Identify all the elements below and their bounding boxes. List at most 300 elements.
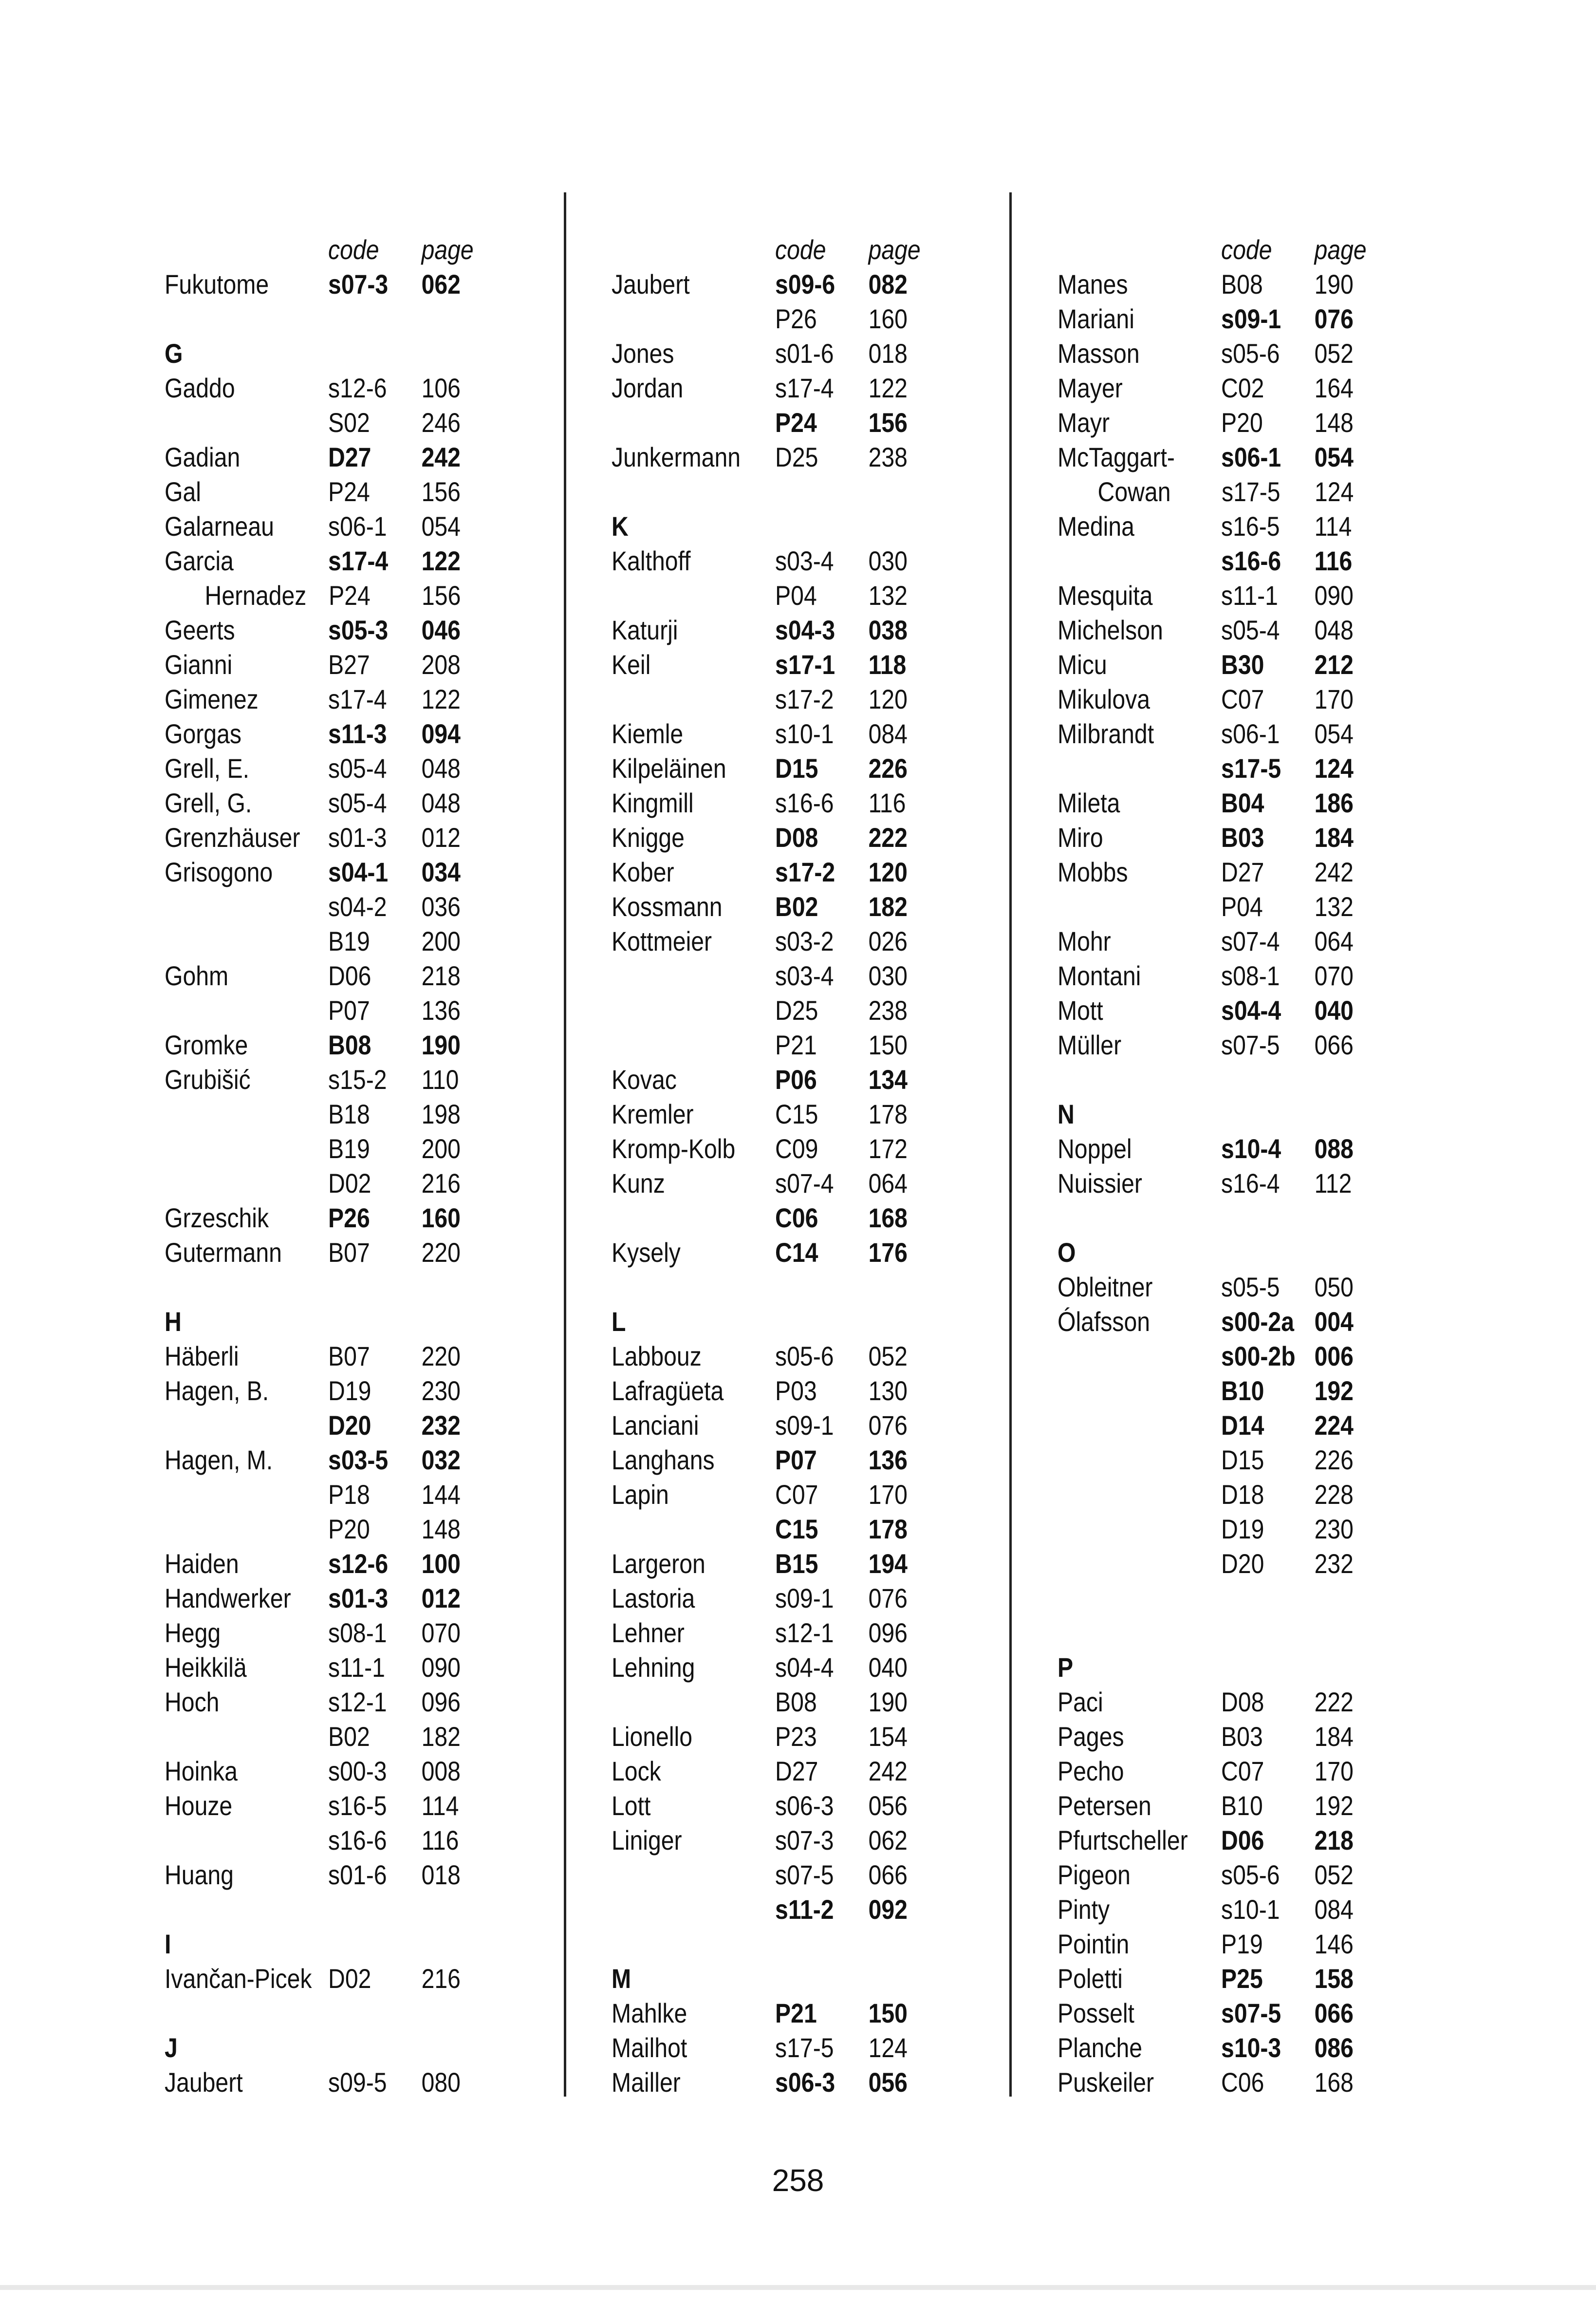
index-entry: [612, 1131, 930, 1166]
entry-code: P21: [775, 1030, 817, 1060]
index-entry: [612, 1892, 930, 1927]
entry-code: P26: [328, 1202, 370, 1233]
entry-page: 148: [1314, 407, 1354, 438]
author-name: Pages: [1058, 1721, 1124, 1752]
entry-page: 116: [421, 1825, 459, 1856]
entry-code: s03-5: [328, 1444, 389, 1475]
index-entry: [612, 924, 930, 958]
entry-code: s06-3: [775, 1790, 834, 1821]
entry-code: s09-6: [775, 269, 835, 300]
letter-heading: [1058, 1235, 1376, 1270]
author-name: Planche: [1058, 2032, 1143, 2063]
entry-code: C07: [775, 1479, 818, 1510]
entry-page: 048: [421, 753, 461, 784]
index-entry: [612, 578, 930, 613]
index-entry: [165, 301, 483, 336]
index-entry: [1058, 2030, 1376, 2065]
entry-code: s17-2: [775, 684, 834, 714]
index-entry: [165, 1028, 483, 1062]
index-entry: [1058, 544, 1376, 578]
index-entry: [1058, 1685, 1376, 1719]
entry-page: 200: [421, 1133, 461, 1164]
entry-code: P20: [1221, 407, 1263, 438]
author-name: Jordan: [612, 373, 684, 403]
author-name: Grell, G.: [165, 787, 252, 818]
index-entry: [612, 1443, 930, 1477]
entry-page: 246: [421, 407, 461, 438]
author-name: Mailler: [612, 2067, 681, 2098]
entry-code: P24: [328, 476, 370, 507]
author-name: Kossmann: [612, 891, 723, 922]
letter-heading: [612, 1304, 930, 1339]
entry-page: 222: [1314, 1687, 1354, 1717]
index-entry: [612, 1927, 930, 1961]
entry-page: 064: [1314, 926, 1354, 956]
entry-code: B07: [328, 1237, 370, 1268]
entry-code: B02: [775, 891, 818, 922]
entry-code: P26: [775, 303, 817, 334]
entry-code: s04-3: [775, 615, 835, 645]
entry-code: D06: [1221, 1825, 1264, 1856]
entry-page: 150: [868, 1030, 908, 1060]
page-number: 258: [772, 2163, 824, 2198]
entry-page: 006: [1314, 1341, 1354, 1371]
index-entry: [1058, 1131, 1376, 1166]
author-name: Mikulova: [1058, 684, 1151, 714]
entry-page: 230: [421, 1375, 461, 1406]
entry-page: 160: [868, 303, 908, 334]
entry-page: 192: [1314, 1790, 1354, 1821]
author-name: Häberli: [165, 1341, 239, 1371]
entry-page: 198: [421, 1099, 461, 1129]
index-entry: [1058, 889, 1376, 924]
index-entry: [165, 1823, 483, 1857]
index-entry: [165, 1339, 483, 1373]
index-entry: [1058, 2065, 1376, 2100]
entry-code: s04-2: [328, 891, 387, 922]
column-header: [612, 191, 930, 267]
entry-page: 066: [868, 1859, 908, 1890]
entry-page: 148: [421, 1514, 461, 1544]
entry-code: s07-3: [328, 269, 389, 300]
index-entry: [165, 267, 483, 301]
entry-code: s06-3: [775, 2067, 835, 2098]
entry-code: C15: [775, 1099, 818, 1129]
entry-page: 182: [868, 891, 908, 922]
author-name: Langhans: [612, 1444, 715, 1475]
entry-code: S02: [328, 407, 370, 438]
index-entry: [165, 1373, 483, 1408]
index-entry: [1058, 1581, 1376, 1615]
index-entry: [1058, 647, 1376, 682]
entry-page: 172: [868, 1133, 908, 1164]
index-entry: [612, 336, 930, 371]
index-entry: [1058, 855, 1376, 889]
entry-page: 124: [868, 2032, 908, 2063]
index-entry: [165, 1615, 483, 1650]
index-entry: [1058, 1754, 1376, 1788]
author-name: Fukutome: [165, 269, 269, 300]
author-name: Jaubert: [165, 2067, 243, 2098]
entry-code: s16-6: [775, 787, 834, 818]
author-name: Grisogono: [165, 857, 273, 887]
index-entry: [165, 958, 483, 993]
author-name: Kottmeier: [612, 926, 712, 956]
index-entry: [165, 1754, 483, 1788]
entry-page: 090: [421, 1652, 461, 1683]
letter-heading: [165, 1304, 483, 1339]
entry-code: D25: [775, 995, 818, 1026]
index-entry: [612, 301, 930, 336]
entry-page: 146: [1314, 1929, 1354, 1959]
index-entry: [1058, 751, 1376, 786]
section-letter: I: [165, 1929, 171, 1959]
entry-page: 200: [421, 926, 461, 956]
entry-page: 222: [868, 822, 908, 853]
author-name: Mailhot: [612, 2032, 687, 2063]
entry-code: s17-1: [775, 649, 835, 680]
index-entry: [612, 1857, 930, 1892]
entry-page: 232: [1314, 1548, 1354, 1579]
author-name: Hoinka: [165, 1756, 238, 1786]
entry-page: 190: [1314, 269, 1354, 300]
author-name: Gaddo: [165, 373, 235, 403]
entry-code: s07-5: [1221, 1030, 1280, 1060]
entry-code: s17-2: [775, 857, 835, 887]
entry-code: D19: [1221, 1514, 1264, 1544]
entry-page: 156: [868, 407, 908, 438]
author-name: McTaggart-: [1058, 442, 1175, 472]
entry-page: 066: [1314, 1030, 1354, 1060]
author-name: Mott: [1058, 995, 1103, 1026]
entry-code: D08: [775, 822, 818, 853]
author-name: Grzeschik: [165, 1202, 269, 1233]
index-entry: [1058, 1373, 1376, 1408]
author-name: Gohm: [165, 960, 229, 991]
index-entry: [165, 924, 483, 958]
entry-code: B08: [1221, 269, 1263, 300]
entry-page: 066: [1314, 1998, 1354, 2028]
entry-code: D15: [775, 753, 818, 784]
entry-code: s17-5: [775, 2032, 834, 2063]
entry-page: 216: [421, 1168, 461, 1199]
index-entry: [612, 1650, 930, 1685]
entry-code: B19: [328, 1133, 370, 1164]
entry-code: P06: [775, 1064, 817, 1095]
entry-page: 186: [1314, 787, 1354, 818]
index-entry: [165, 2065, 483, 2100]
index-entry: [1058, 1166, 1376, 1200]
entry-page: 090: [1314, 580, 1354, 611]
entry-page: 096: [868, 1617, 908, 1648]
entry-page: 220: [421, 1341, 461, 1371]
index-entry: [612, 647, 930, 682]
entry-page: 030: [868, 545, 908, 576]
author-name: Noppel: [1058, 1133, 1132, 1164]
entry-code: s06-1: [1221, 442, 1281, 472]
author-name: Mayr: [1058, 407, 1110, 438]
author-name: Medina: [1058, 511, 1134, 542]
entry-page: 032: [421, 1444, 461, 1475]
index-entry: [612, 1373, 930, 1408]
entry-code: D08: [1221, 1687, 1264, 1717]
index-entry: [165, 1961, 483, 1996]
author-name: Mesquita: [1058, 580, 1153, 611]
entry-code: s04-4: [1221, 995, 1281, 1026]
author-name: Gianni: [165, 649, 233, 680]
index-entry: [165, 613, 483, 647]
author-name: Hernadez: [204, 580, 307, 611]
index-entry: [165, 786, 483, 820]
entry-code: P23: [775, 1721, 817, 1752]
entry-page: 218: [1314, 1825, 1354, 1856]
index-entry: [1058, 1408, 1376, 1443]
entry-code: s15-2: [328, 1064, 387, 1095]
entry-code: s16-4: [1221, 1168, 1280, 1199]
entry-page: 242: [868, 1756, 908, 1786]
entry-code: P04: [1221, 891, 1263, 922]
author-name: Kromp-Kolb: [612, 1133, 736, 1164]
section-letter: O: [1058, 1237, 1076, 1268]
index-entry: [1058, 1339, 1376, 1373]
entry-page: 120: [868, 684, 908, 714]
index-entry: [612, 1166, 930, 1200]
entry-page: 112: [1314, 1168, 1352, 1199]
letter-heading: [612, 1961, 930, 1996]
scan-edge: [0, 2285, 1596, 2290]
entry-code: s06-1: [328, 511, 387, 542]
entry-code: s01-3: [328, 1583, 389, 1613]
index-entry: [1058, 578, 1376, 613]
entry-code: s17-5: [1221, 753, 1281, 784]
entry-code: C02: [1221, 373, 1264, 403]
author-name: Galarneau: [165, 511, 274, 542]
entry-code: D27: [1221, 857, 1264, 887]
entry-code: P19: [1221, 1929, 1263, 1959]
entry-page: 194: [868, 1548, 908, 1579]
entry-code: s16-5: [1221, 511, 1280, 542]
index-entry: [165, 993, 483, 1028]
index-entry: [1058, 1927, 1376, 1961]
index-entry: [612, 1719, 930, 1754]
entry-page: 182: [421, 1721, 461, 1752]
author-name: Heikkilä: [165, 1652, 247, 1683]
author-name: Pigeon: [1058, 1859, 1131, 1890]
entry-page: 040: [1314, 995, 1354, 1026]
entry-code: B18: [328, 1099, 370, 1129]
author-name: Montani: [1058, 960, 1141, 991]
entry-code: C06: [775, 1202, 818, 1233]
author-name: Lastoria: [612, 1583, 695, 1613]
entry-code: s05-4: [328, 787, 387, 818]
author-name: Poletti: [1058, 1963, 1123, 1994]
index-entry: [612, 613, 930, 647]
author-name: Junkermann: [612, 442, 741, 472]
author-name: Lafragüeta: [612, 1375, 724, 1406]
entry-page: 088: [1314, 1133, 1354, 1164]
entry-code: s16-6: [328, 1825, 387, 1856]
entry-code: s17-4: [328, 684, 387, 714]
entry-code: s05-6: [1221, 338, 1280, 369]
entry-code: D02: [328, 1963, 371, 1994]
letter-heading: [165, 2030, 483, 2065]
entry-code: D14: [1221, 1410, 1264, 1441]
index-entry: [165, 1200, 483, 1235]
section-letter: M: [612, 1963, 631, 1994]
entry-code: D25: [775, 442, 818, 472]
entry-page: 052: [1314, 338, 1354, 369]
entry-page: 100: [421, 1548, 461, 1579]
entry-page: 226: [868, 753, 908, 784]
index-entry: [165, 1996, 483, 2030]
author-name: Kilpeläinen: [612, 753, 726, 784]
index-entry: [165, 716, 483, 751]
author-name: Mileta: [1058, 787, 1120, 818]
index-entry: [165, 1166, 483, 1200]
author-name: Michelson: [1058, 615, 1163, 645]
entry-page: 084: [868, 718, 908, 749]
entry-page: 080: [421, 2067, 461, 2098]
entry-code: P04: [775, 580, 817, 611]
index-entry: [1058, 1062, 1376, 1097]
index-entry: [1058, 336, 1376, 371]
entry-code: s05-6: [1221, 1859, 1280, 1890]
index-entry: [612, 716, 930, 751]
index-entry: [165, 509, 483, 544]
entry-code: s07-3: [775, 1825, 834, 1856]
entry-code: D15: [1221, 1444, 1264, 1475]
author-name: Lionello: [612, 1721, 693, 1752]
author-name: Largeron: [612, 1548, 705, 1579]
author-name: Kunz: [612, 1168, 665, 1199]
index-entry: [1058, 1823, 1376, 1857]
entry-page: 106: [421, 373, 461, 403]
column-header: [165, 191, 483, 267]
entry-page: 120: [868, 857, 908, 887]
index-entry: [1058, 440, 1376, 474]
index-entry: [612, 2065, 930, 2100]
entry-page: 076: [868, 1583, 908, 1613]
entry-code: B30: [1221, 649, 1264, 680]
author-name: Puskeiler: [1058, 2067, 1154, 2098]
entry-page: 096: [421, 1687, 461, 1717]
section-letter: L: [612, 1306, 626, 1337]
index-entry: [165, 1857, 483, 1892]
author-name: Keil: [612, 649, 651, 680]
entry-page: 004: [1314, 1306, 1354, 1337]
index-entry: [1058, 1719, 1376, 1754]
author-name: Pecho: [1058, 1756, 1124, 1786]
index-entry: [1058, 405, 1376, 440]
entry-code: B04: [1221, 787, 1264, 818]
index-entry: [1058, 1304, 1376, 1339]
entry-code: P21: [775, 1998, 817, 2028]
author-name: Nuissier: [1058, 1168, 1142, 1199]
author-name: Lehning: [612, 1652, 695, 1683]
entry-code: s11-1: [1221, 580, 1278, 611]
entry-page: 124: [1314, 753, 1354, 784]
index-entry: [1058, 1512, 1376, 1546]
index-entry: [612, 1200, 930, 1235]
author-name: Haiden: [165, 1548, 239, 1579]
entry-page: 170: [868, 1479, 908, 1510]
entry-page: 160: [421, 1202, 461, 1233]
entry-page: 018: [421, 1859, 461, 1890]
author-name: Katurji: [612, 615, 678, 645]
column-header: [1058, 191, 1376, 267]
entry-page: 050: [1314, 1272, 1354, 1302]
index-entry: [165, 1235, 483, 1270]
entry-code: s05-3: [328, 615, 389, 645]
entry-code: s05-6: [775, 1341, 834, 1371]
letter-heading: [165, 1927, 483, 1961]
entry-page: 170: [1314, 684, 1354, 714]
author-name: Kingmill: [612, 787, 694, 818]
entry-page: 192: [1314, 1375, 1354, 1406]
index-entry: [612, 405, 930, 440]
index-entry: [1058, 1615, 1376, 1650]
entry-page: 110: [421, 1064, 459, 1095]
author-name: Mahlke: [612, 1998, 687, 2028]
author-name: Liniger: [612, 1825, 682, 1856]
author-name: Hagen, M.: [165, 1444, 273, 1475]
author-name: Hoch: [165, 1687, 220, 1717]
index-entry: [165, 1477, 483, 1512]
entry-page: 226: [1314, 1444, 1354, 1475]
entry-code: D27: [328, 442, 371, 472]
header-code: code: [775, 234, 826, 265]
index-entry: [1058, 1028, 1376, 1062]
index-entry: [612, 1028, 930, 1062]
entry-page: 224: [1314, 1410, 1354, 1441]
index-entry: [1058, 1270, 1376, 1304]
index-entry: [1058, 1961, 1376, 1996]
entry-page: 076: [1314, 303, 1354, 334]
entry-page: 178: [868, 1099, 908, 1129]
index-entry: [165, 1408, 483, 1443]
letter-heading: [165, 336, 483, 371]
index-entry: [1058, 786, 1376, 820]
entry-page: 228: [1314, 1479, 1354, 1510]
entry-code: B08: [775, 1687, 817, 1717]
entry-code: s00-2a: [1221, 1306, 1295, 1337]
section-letter: K: [612, 511, 629, 542]
entry-code: B19: [328, 926, 370, 956]
index-entry: [1058, 1857, 1376, 1892]
entry-code: D27: [775, 1756, 818, 1786]
author-name: Jones: [612, 338, 674, 369]
index-entry: [612, 1754, 930, 1788]
index-entry: [165, 544, 483, 578]
index-entry: [165, 1685, 483, 1719]
entry-code: D18: [1221, 1479, 1264, 1510]
entry-code: s11-1: [328, 1652, 385, 1683]
author-name: Gal: [165, 476, 201, 507]
header-page: page: [421, 234, 474, 265]
header-code: code: [1221, 234, 1272, 265]
index-entry: [165, 405, 483, 440]
author-name: Kovac: [612, 1064, 677, 1095]
entry-page: 038: [868, 615, 908, 645]
entry-code: s09-1: [775, 1583, 834, 1613]
entry-code: B07: [328, 1341, 370, 1371]
author-name: Handwerker: [165, 1583, 291, 1613]
author-name: Mobbs: [1058, 857, 1128, 887]
entry-code: s17-5: [1222, 476, 1281, 507]
entry-page: 150: [868, 1998, 908, 2028]
letter-heading: [612, 509, 930, 544]
entry-code: P24: [329, 580, 371, 611]
